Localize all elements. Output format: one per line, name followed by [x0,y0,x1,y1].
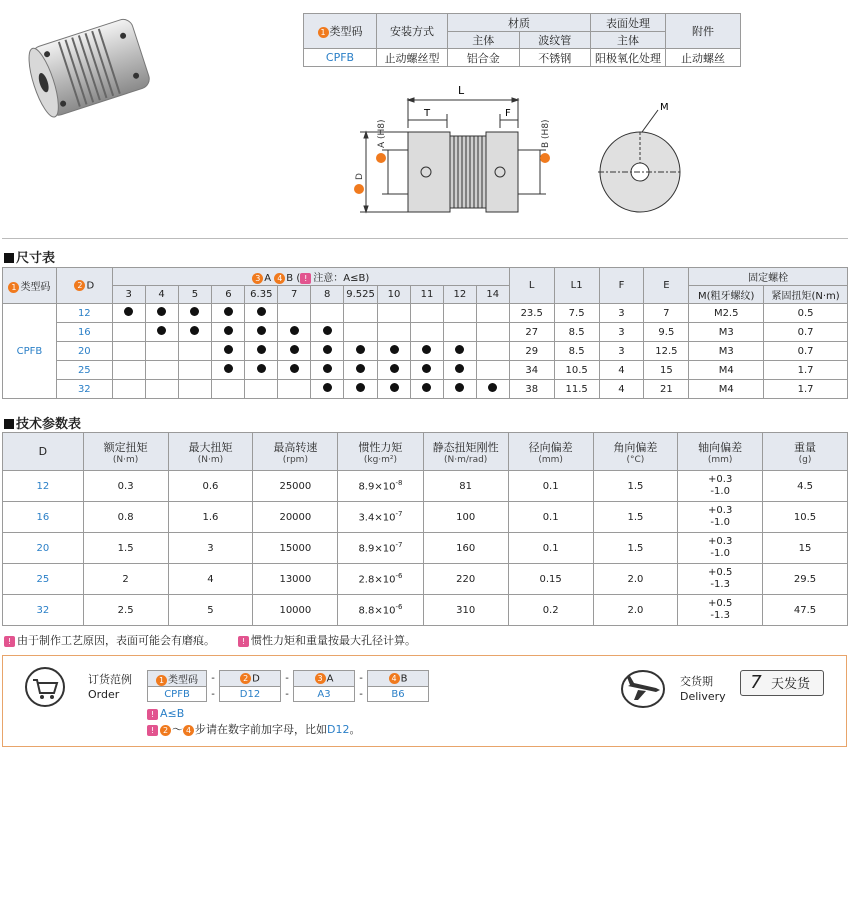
tech-cell: 4 [168,564,253,595]
dims-type-code: CPFB [3,304,57,399]
bore-availability-cell [410,380,443,399]
available-dot-icon [422,345,431,354]
tech-cell: 1.5 [593,533,678,564]
tech-cell: 0.1 [508,471,593,502]
tech-cell: 3 [168,533,253,564]
dims-t-value: 0.7 [764,323,848,342]
tech-header: D [3,433,84,471]
order-v-d: D12 [220,687,281,702]
dims-h-m: M(粗牙螺纹) [689,286,764,304]
notes-line [4,632,416,648]
bore-availability-cell [212,323,245,342]
cart-icon [24,666,66,708]
bore-availability-cell [278,361,311,380]
available-dot-icon [455,364,464,373]
dims-e-value: 12.5 [644,342,689,361]
tech-header: 角向偏差 (°C) [593,433,678,471]
tech-cell: 2.0 [593,595,678,626]
bore-availability-cell [178,342,212,361]
dims-m-value: M3 [689,323,764,342]
dims-h-d: 2 D [56,268,112,304]
dims-h-e: E [644,268,689,304]
dims-m-value: M3 [689,342,764,361]
dims-f-value: 4 [599,361,644,380]
dims-h-f: F [599,268,644,304]
tech-cell: 25000 [253,471,338,502]
dims-d-value: 12 [56,304,112,323]
tech-row [3,471,848,502]
bore-availability-cell [178,304,212,323]
dims-d-value: 25 [56,361,112,380]
tech-section-title: 技术参数表 [4,413,81,432]
tech-inertia-cell: $8.9\times 10^{-8}$ [338,471,423,502]
bore-availability-cell [145,361,178,380]
available-dot-icon [455,383,464,392]
dims-m-value: M4 [689,380,764,399]
dims-l-value: 29 [509,342,554,361]
available-dot-icon [257,326,266,335]
tech-inertia-cell: $8.8\times 10^{-6}$ [338,595,423,626]
dims-e-value: 15 [644,361,689,380]
bore-size-header: 14 [476,286,509,304]
tech-cell: 81 [423,471,508,502]
bore-availability-cell [145,304,178,323]
available-dot-icon [190,307,199,316]
order-example-table: 1 类型码 - 2 D - 3 A - 4 B CPFB - D12 - A3 - B6 [147,670,429,702]
spec-h-material: 材质 [448,14,591,32]
spec-h-body: 主体 [448,32,520,49]
dims-row [3,361,848,380]
bore-availability-cell [378,361,411,380]
dims-h-l: L [509,268,554,304]
bore-availability-cell [410,304,443,323]
available-dot-icon [157,326,166,335]
tech-cell: 12 [3,471,84,502]
dims-l-value: 23.5 [509,304,554,323]
tech-cell: 2.5 [83,595,168,626]
order-notes: ! A≤B ! 2 ～ 4 步请在数字前加字母，比如D12。 [147,706,360,738]
dims-m-value: M4 [689,361,764,380]
dims-t-value: 1.7 [764,380,848,399]
tech-cell: 0.6 [168,471,253,502]
bore-availability-cell [145,342,178,361]
bore-size-header: 4 [145,286,178,304]
dims-l-value: 38 [509,380,554,399]
bore-availability-cell [212,380,245,399]
dim-a-label: A (H8) [377,119,387,148]
available-dot-icon [257,307,266,316]
order-v-b: B6 [368,687,429,702]
tech-cell: 10.5 [763,502,848,533]
bore-availability-cell [410,361,443,380]
bore-size-header: 6 [212,286,245,304]
bore-availability-cell [245,361,278,380]
bore-availability-cell [178,380,212,399]
dims-l1-value: 11.5 [554,380,599,399]
available-dot-icon [224,345,233,354]
tech-cell: 310 [423,595,508,626]
available-dot-icon [323,383,332,392]
available-dot-icon [390,383,399,392]
available-dot-icon [290,345,299,354]
bore-availability-cell [443,342,476,361]
dims-e-value: 21 [644,380,689,399]
tech-cell: 2 [83,564,168,595]
available-dot-icon [257,345,266,354]
available-dot-icon [323,326,332,335]
dims-h-type: 1 类型码 [3,268,57,304]
tech-inertia-cell: $2.8\times 10^{-6}$ [338,564,423,595]
dims-f-value: 4 [599,380,644,399]
bore-size-header: 3 [112,286,145,304]
dims-t-value: 1.7 [764,361,848,380]
tech-header: 最大扭矩 (N·m) [168,433,253,471]
tech-header: 额定扭矩 (N·m) [83,433,168,471]
bore-availability-cell [112,380,145,399]
bore-availability-cell [344,380,378,399]
bore-availability-cell [344,323,378,342]
available-dot-icon [224,326,233,335]
bore-availability-cell [112,361,145,380]
tech-cell: 1.5 [83,533,168,564]
airplane-icon [620,668,666,710]
dim-l-label: L [458,84,465,97]
tech-header: 静态扭矩刚性 (N·m/rad) [423,433,508,471]
dim-t-label: T [424,108,431,119]
available-dot-icon [390,345,399,354]
technical-drawing [340,80,700,230]
bore-availability-cell [245,323,278,342]
bore-availability-cell [410,342,443,361]
bore-availability-cell [278,380,311,399]
spec-v-surface: 阳极氧化处理 [591,49,666,67]
available-dot-icon [356,364,365,373]
bore-size-header: 5 [178,286,212,304]
tech-cell: 20 [3,533,84,564]
bore-availability-cell [410,323,443,342]
spec-h-surface-body: 主体 [591,32,666,49]
bore-availability-cell [476,323,509,342]
bore-availability-cell [112,323,145,342]
spec-v-accessory: 止动螺丝 [666,49,741,67]
dims-l-value: 27 [509,323,554,342]
dims-d-value: 16 [56,323,112,342]
tech-cell: 0.3 [83,471,168,502]
bore-availability-cell [311,323,344,342]
dims-h-ab: 3 A 4 B ( ! 注意：A≤B) [112,268,509,286]
dims-m-value: M2.5 [689,304,764,323]
bore-availability-cell [443,380,476,399]
dims-h-l1: L1 [554,268,599,304]
bore-size-header: 11 [410,286,443,304]
bore-availability-cell [112,342,145,361]
order-v-a: A3 [294,687,355,702]
dims-l-value: 34 [509,361,554,380]
tech-cell: 160 [423,533,508,564]
dims-row [3,380,848,399]
bore-availability-cell [311,304,344,323]
bore-size-header: 10 [378,286,411,304]
available-dot-icon [390,364,399,373]
tech-inertia-cell: $8.9\times 10^{-7}$ [338,533,423,564]
bore-availability-cell [212,304,245,323]
tech-cell: 32 [3,595,84,626]
bore-availability-cell [145,323,178,342]
dims-f-value: 3 [599,304,644,323]
tech-cell: 0.2 [508,595,593,626]
note-2: 惯性力矩和重量按最大孔径计算。 [251,634,416,647]
bore-size-header: 8 [311,286,344,304]
tech-row [3,595,848,626]
bore-availability-cell [278,304,311,323]
tech-cell: 16 [3,502,84,533]
delivery-badge [740,670,824,696]
bore-availability-cell [178,323,212,342]
bore-availability-cell [476,304,509,323]
bore-availability-cell [378,380,411,399]
dims-table [2,267,848,399]
bore-availability-cell [311,380,344,399]
spec-h-bellows: 波纹管 [519,32,591,49]
dims-section-title: 尺寸表 [4,247,55,266]
dims-e-value: 9.5 [644,323,689,342]
tech-cell: 220 [423,564,508,595]
tech-cell: 29.5 [763,564,848,595]
bore-availability-cell [145,380,178,399]
bore-availability-cell [278,342,311,361]
bore-availability-cell [212,342,245,361]
tech-header: 惯性力矩 (kg·m²) [338,433,423,471]
bore-availability-cell [443,361,476,380]
bore-availability-cell [245,304,278,323]
dims-row [3,323,848,342]
bore-availability-cell [112,304,145,323]
spec-v-body: 铝合金 [448,49,520,67]
tech-cell: 13000 [253,564,338,595]
tech-row [3,564,848,595]
spec-h-surface: 表面处理 [591,14,666,32]
available-dot-icon [488,383,497,392]
available-dot-icon [356,345,365,354]
available-dot-icon [455,345,464,354]
bore-availability-cell [476,342,509,361]
available-dot-icon [157,307,166,316]
tech-cell: 47.5 [763,595,848,626]
bore-size-header: 12 [443,286,476,304]
dims-d-value: 32 [56,380,112,399]
tech-cell: 0.8 [83,502,168,533]
available-dot-icon [356,383,365,392]
tech-axial-cell: +0.5 -1.3 [678,595,763,626]
spec-v-type: CPFB [304,49,377,67]
bore-availability-cell [378,342,411,361]
spec-h-type: 1 类型码 [304,14,377,49]
tech-cell: 0.1 [508,502,593,533]
tech-cell: 4.5 [763,471,848,502]
dims-h-screw: 固定螺栓 [689,268,848,286]
tech-cell: 15000 [253,533,338,564]
tech-row [3,502,848,533]
dims-l1-value: 10.5 [554,361,599,380]
dims-t-value: 0.5 [764,304,848,323]
tech-cell: 20000 [253,502,338,533]
tech-header: 径向偏差 (mm) [508,433,593,471]
bore-availability-cell [378,323,411,342]
bore-size-header: 7 [278,286,311,304]
bore-availability-cell [344,304,378,323]
spec-v-install: 止动螺丝型 [377,49,448,67]
bore-availability-cell [311,361,344,380]
order-h-d: 2 D [220,671,281,687]
dims-f-value: 3 [599,342,644,361]
tech-cell: 0.15 [508,564,593,595]
order-v-type: CPFB [148,687,207,702]
tech-axial-cell: +0.3 -1.0 [678,533,763,564]
delivery-title-en: Delivery [680,690,726,703]
tech-table [2,432,848,626]
bore-availability-cell [443,323,476,342]
tech-inertia-cell: $3.4\times 10^{-7}$ [338,502,423,533]
tech-row [3,533,848,564]
order-note-1: A≤B [160,707,185,720]
order-title-cn: 订货范例 [88,673,132,686]
available-dot-icon [323,345,332,354]
tech-cell: 10000 [253,595,338,626]
order-h-type: 1 类型码 [148,671,207,687]
product-photo [14,12,164,127]
tech-cell: 25 [3,564,84,595]
spec-h-accessory: 附件 [666,14,741,49]
delivery-label: 天发货 [771,677,811,692]
dims-f-value: 3 [599,323,644,342]
dim-b-label: B (H8) [541,119,551,148]
note-1: 由于制作工艺原因，表面可能会有磨痕。 [17,634,215,647]
order-h-b: 4 B [368,671,429,687]
available-dot-icon [323,364,332,373]
tech-header: 重量 (g) [763,433,848,471]
tech-axial-cell: +0.3 -1.0 [678,471,763,502]
bore-availability-cell [378,304,411,323]
tech-cell: 5 [168,595,253,626]
tech-header: 轴向偏差 (mm) [678,433,763,471]
available-dot-icon [290,326,299,335]
available-dot-icon [422,383,431,392]
dim-f-label: F [505,108,511,119]
bore-availability-cell [476,361,509,380]
tech-cell: 100 [423,502,508,533]
available-dot-icon [224,364,233,373]
tech-cell: 1.5 [593,502,678,533]
spec-h-install: 安装方式 [377,14,448,49]
delivery-days: 7 [750,672,762,693]
available-dot-icon [190,326,199,335]
spec-v-bellows: 不锈钢 [519,49,591,67]
dims-t-value: 0.7 [764,342,848,361]
dims-l1-value: 8.5 [554,342,599,361]
dims-h-torque: 紧固扭矩(N·m) [764,286,848,304]
dims-l1-value: 7.5 [554,304,599,323]
warning-icon: ! [238,636,249,647]
tech-cell: 15 [763,533,848,564]
bore-availability-cell [344,361,378,380]
tech-axial-cell: +0.5 -1.3 [678,564,763,595]
bore-availability-cell [311,342,344,361]
dim-d-label: D [355,173,365,180]
available-dot-icon [257,364,266,373]
bore-availability-cell [278,323,311,342]
dims-l1-value: 8.5 [554,323,599,342]
dims-row [3,304,848,323]
order-title-en: Order [88,688,120,701]
available-dot-icon [124,307,133,316]
warning-icon: ! [4,636,15,647]
bore-availability-cell [245,342,278,361]
bore-size-header: 9.525 [344,286,378,304]
bore-availability-cell [212,361,245,380]
tech-axial-cell: +0.3 -1.0 [678,502,763,533]
bore-availability-cell [476,380,509,399]
available-dot-icon [224,307,233,316]
available-dot-icon [290,364,299,373]
tech-header: 最高转速 (rpm) [253,433,338,471]
order-h-a: 3 A [294,671,355,687]
tech-cell: 0.1 [508,533,593,564]
tech-cell: 1.6 [168,502,253,533]
delivery-title-cn: 交货期 [680,675,713,688]
bore-availability-cell [344,342,378,361]
bore-size-header: 6.35 [245,286,278,304]
dim-m-label: M [660,102,669,113]
dims-d-value: 20 [56,342,112,361]
top-divider [2,238,848,239]
spec-table [303,13,741,67]
tech-cell: 2.0 [593,564,678,595]
dims-row [3,342,848,361]
bore-availability-cell [443,304,476,323]
bore-availability-cell [245,380,278,399]
bore-availability-cell [178,361,212,380]
tech-cell: 1.5 [593,471,678,502]
available-dot-icon [422,364,431,373]
dims-e-value: 7 [644,304,689,323]
